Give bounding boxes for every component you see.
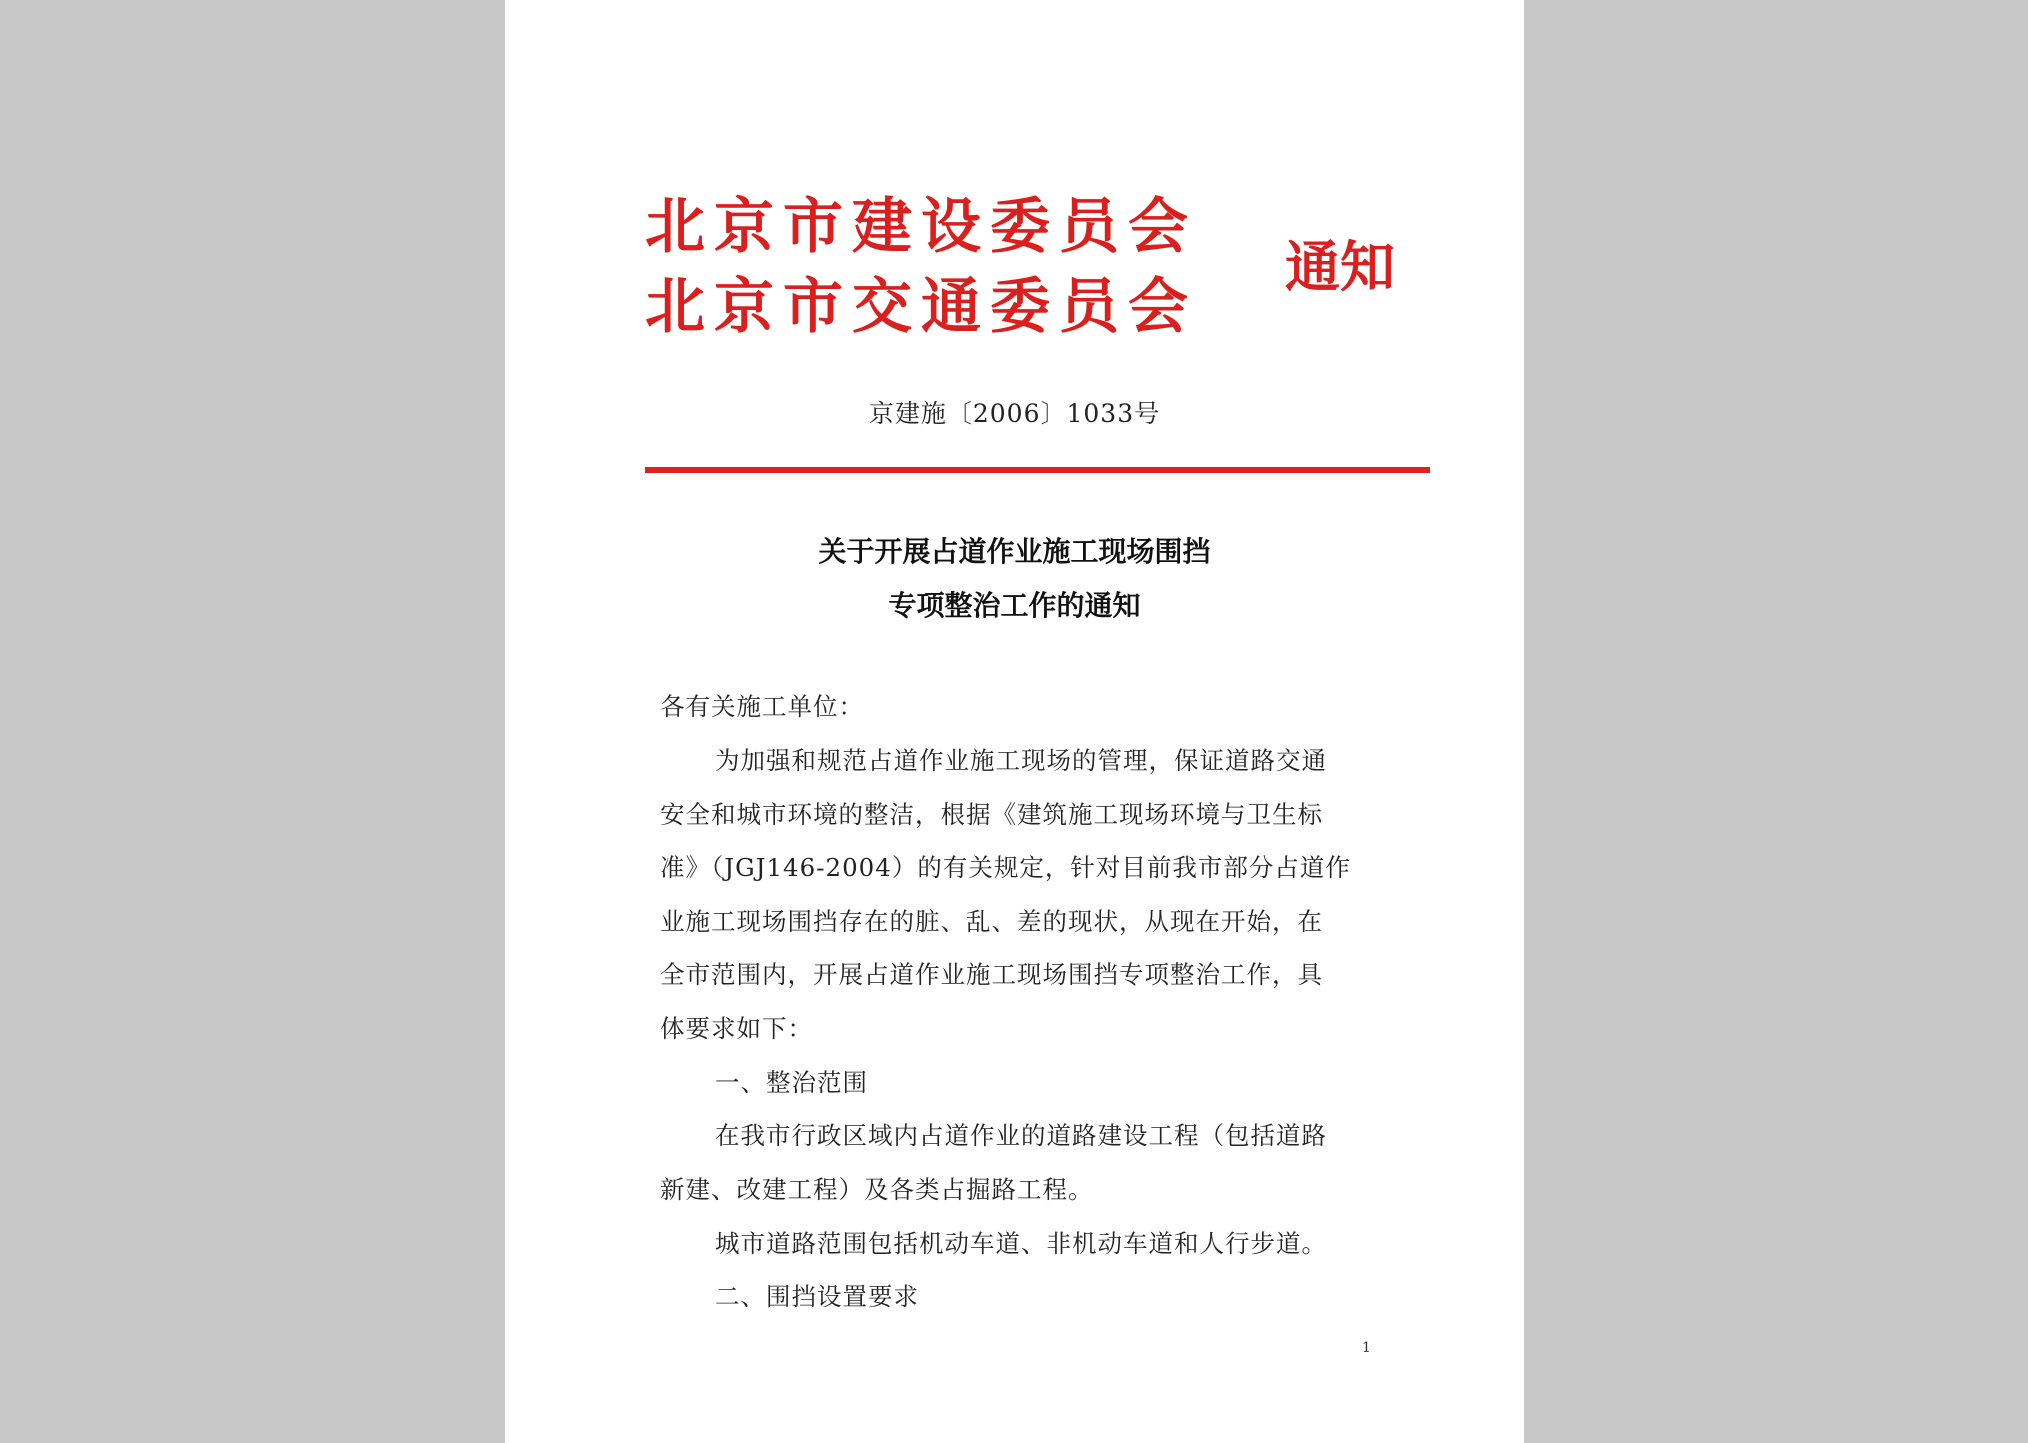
document-title-line-2: 专项整治工作的通知 [888,589,1141,622]
body-line: 在我市行政区域内占道作业的道路建设工程（包括道路 [715,1121,1327,1150]
document-number: 京建施〔2006〕1033号 [868,399,1161,428]
body-line: 准》（JGJ146-2004）的有关规定，针对目前我市部分占道作 [660,853,1351,882]
section-heading: 一、整治范围 [715,1068,868,1097]
body-line: 全市范围内，开展占道作业施工现场围挡专项整治工作，具 [660,960,1323,989]
document-type: 通知 [1285,235,1396,299]
addressee: 各有关施工单位： [660,692,864,721]
body-line: 新建、改建工程）及各类占掘路工程。 [660,1175,1094,1204]
issuer-line-1: 北京市建设委员会 [645,192,1197,262]
issuer-line-2: 北京市交通委员会 [645,272,1197,342]
body-line: 城市道路范围包括机动车道、非机动车道和人行步道。 [715,1229,1327,1258]
body-line: 业施工现场围挡存在的脏、乱、差的现状，从现在开始，在 [660,907,1323,936]
body-line: 为加强和规范占道作业施工现场的管理，保证道路交通 [715,746,1327,775]
document-title-line-1: 关于开展占道作业施工现场围挡 [818,535,1211,568]
red-header [645,180,1425,360]
page-number: 1 [1362,1340,1371,1356]
body-line: 安全和城市环境的整洁，根据《建筑施工现场环境与卫生标 [660,800,1323,829]
body-line: 体要求如下： [660,1014,813,1043]
section-heading: 二、围挡设置要求 [715,1282,919,1311]
document-page [505,0,1524,1443]
red-divider-line [645,467,1430,473]
